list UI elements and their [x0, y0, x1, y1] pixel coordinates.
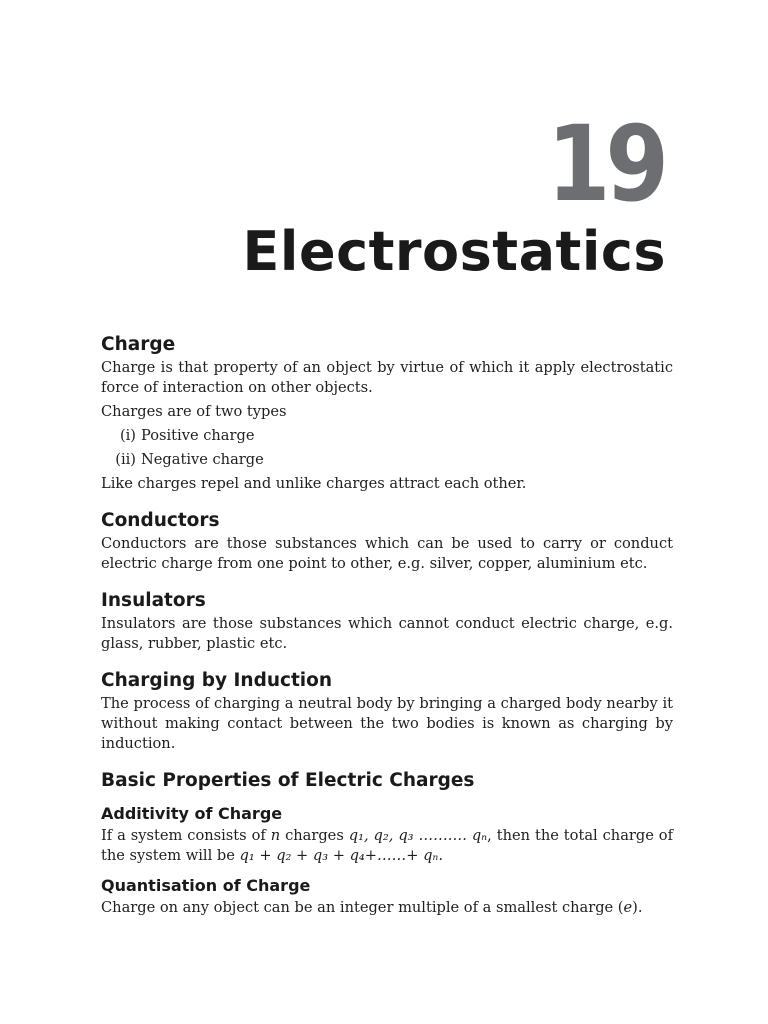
charge-rule: Like charges repel and unlike charges attract each other.: [101, 475, 527, 492]
list-marker: (i): [119, 427, 136, 444]
list-item-text: Negative charge: [141, 451, 264, 468]
list-item: [101, 426, 673, 446]
quantisation-body: [101, 898, 673, 918]
chapter-content: [101, 332, 673, 918]
subheading-additivity: Additivity of Charge: [101, 804, 283, 823]
list-marker: (ii): [115, 451, 136, 468]
induction-body: The process of charging a neutral body by bringing a charged body nearby it without making contact between the two bodies is known as charging by induction.: [101, 695, 673, 752]
math-charges-list: q₁, q₂, q₃ ………. qₙ: [348, 827, 488, 844]
charge-definition: Charge is that property of an object by virtue of which it apply electrostatic force of interaction on other objects.: [101, 359, 673, 396]
additivity-text-a: If a system consists of: [101, 827, 271, 844]
section-heading-properties: Basic Properties of Electric Charges: [101, 770, 475, 791]
charge-types-intro: Charges are of two types: [101, 403, 287, 420]
section-heading-conductors: Conductors: [101, 510, 220, 531]
conductors-body: Conductors are those substances which can be used to carry or conduct electric charge from one point to other, e.g. silver, copper, aluminium etc.: [101, 535, 673, 572]
section-heading-charge: Charge: [101, 334, 176, 355]
additivity-text-d: .: [438, 847, 443, 864]
quantisation-text-a: Charge on any object can be an integer multiple of a smallest charge (: [101, 899, 624, 916]
math-charge-sum: q₁ + q₂ + q₃ + q₄+……+ qₙ: [239, 847, 439, 864]
chapter-number: 19: [547, 103, 664, 225]
section-heading-induction: Charging by Induction: [101, 670, 333, 691]
quantisation-text-b: ).: [632, 899, 643, 916]
chapter-title: Electrostatics: [242, 220, 666, 283]
additivity-text-c: , then the total charge of the system will be: [101, 827, 673, 864]
additivity-body: [101, 826, 673, 866]
section-heading-insulators: Insulators: [101, 590, 206, 611]
insulators-body: Insulators are those substances which cannot conduct electric charge, e.g. glass, rubber, plastic etc.: [101, 615, 673, 652]
additivity-text-b: charges: [280, 827, 349, 844]
list-item-text: Positive charge: [141, 427, 255, 444]
math-e: e: [623, 899, 633, 916]
subheading-quantisation: Quantisation of Charge: [101, 876, 311, 895]
list-item: [101, 450, 673, 470]
math-n: n: [270, 827, 281, 844]
